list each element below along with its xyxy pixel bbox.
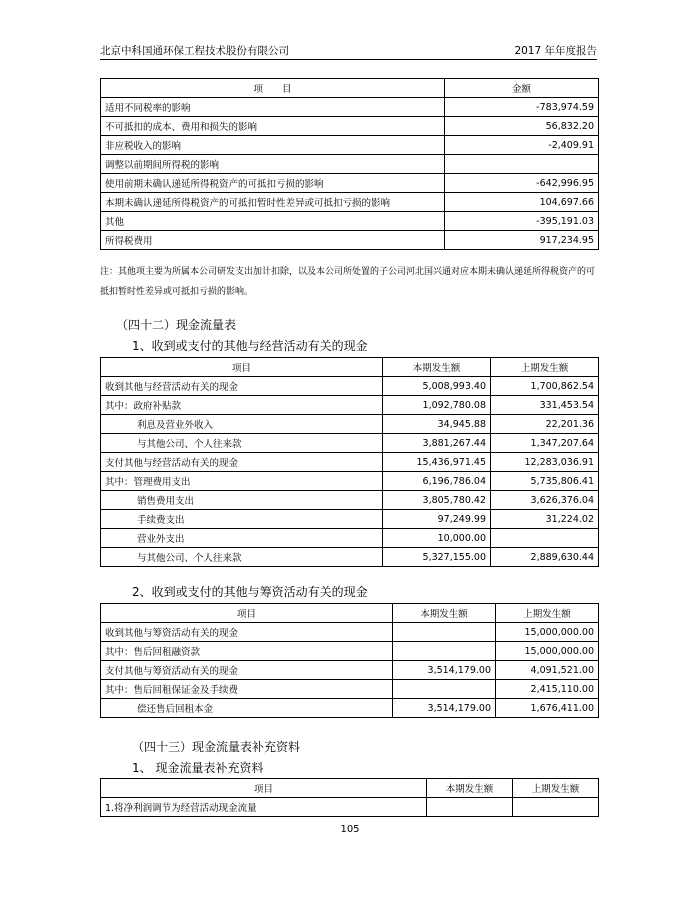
column-header: 上期发生额 [496, 604, 599, 623]
table-header-row [101, 79, 599, 98]
row-value: 6,196,786.04 [383, 472, 491, 491]
table-row [101, 453, 599, 472]
row-value: 15,436,971.45 [383, 453, 491, 472]
section-43-title: （四十三）现金流量表补充资料 [132, 740, 301, 754]
row-value [445, 155, 599, 174]
row-value: 22,201.36 [491, 415, 599, 434]
section-43-sub1: 1、 现金流量表补充资料 [132, 761, 264, 775]
row-value [427, 798, 513, 817]
table-header-row [101, 779, 599, 798]
row-value [513, 798, 599, 817]
column-header: 金额 [445, 79, 599, 98]
row-value: 5,735,806.41 [491, 472, 599, 491]
row-label: 其中：售后回租融资款 [101, 642, 393, 661]
row-label: 利息及营业外收入 [101, 415, 383, 434]
row-value: -783,974.59 [445, 98, 599, 117]
row-value: 104,697.66 [445, 193, 599, 212]
row-value: 3,881,267.44 [383, 434, 491, 453]
column-header: 上期发生额 [513, 779, 599, 798]
row-value: 917,234.95 [445, 231, 599, 250]
column-header: 项目 [101, 779, 427, 798]
row-value: 3,626,376.04 [491, 491, 599, 510]
column-header: 上期发生额 [491, 358, 599, 377]
row-label: 其中：管理费用支出 [101, 472, 383, 491]
row-value: 3,805,780.42 [383, 491, 491, 510]
table-row [101, 174, 599, 193]
row-label: 使用前期未确认递延所得税资产的可抵扣亏损的影响 [101, 174, 445, 193]
column-header: 本期发生额 [427, 779, 513, 798]
row-label: 调整以前期间所得税的影响 [101, 155, 445, 174]
tax-reconciliation-table [100, 78, 599, 250]
column-header: 本期发生额 [383, 358, 491, 377]
table-row [101, 661, 599, 680]
column-header: 项目 [101, 358, 383, 377]
table-header-row [101, 604, 599, 623]
row-value: 10,000.00 [383, 529, 491, 548]
row-value: 56,832.20 [445, 117, 599, 136]
row-label: 偿还售后回租本金 [101, 699, 393, 718]
table-row [101, 510, 599, 529]
row-value: -395,191.03 [445, 212, 599, 231]
row-value: 12,283,036.91 [491, 453, 599, 472]
row-value: -642,996.95 [445, 174, 599, 193]
row-value: 1,676,411.00 [496, 699, 599, 718]
page-header [100, 43, 597, 60]
table-row [101, 231, 599, 250]
row-value [393, 642, 496, 661]
table-row [101, 548, 599, 567]
row-label: 与其他公司、个人往来款 [101, 548, 383, 567]
row-label: 手续费支出 [101, 510, 383, 529]
row-label: 本期未确认递延所得税资产的可抵扣暂时性差异或可抵扣亏损的影响 [101, 193, 445, 212]
row-value: 3,514,179.00 [393, 699, 496, 718]
column-header: 项目 [101, 604, 393, 623]
report-title: 2017 年年度报告 [514, 45, 597, 57]
row-label: 与其他公司、个人往来款 [101, 434, 383, 453]
page-number: 105 [340, 824, 360, 835]
row-value: 15,000,000.00 [496, 642, 599, 661]
table-row [101, 699, 599, 718]
supplementary-table [100, 778, 599, 817]
table-row [101, 472, 599, 491]
row-value: 31,224.02 [491, 510, 599, 529]
row-value [393, 680, 496, 699]
row-value: 4,091,521.00 [496, 661, 599, 680]
row-label: 销售费用支出 [101, 491, 383, 510]
table-row [101, 434, 599, 453]
table-row [101, 642, 599, 661]
row-value: 2,415,110.00 [496, 680, 599, 699]
section-42-sub2: 2、收到或支付的其他与筹资活动有关的现金 [132, 585, 368, 599]
row-label: 支付其他与筹资活动有关的现金 [101, 661, 393, 680]
row-value: 5,008,993.40 [383, 377, 491, 396]
row-value: 97,249.99 [383, 510, 491, 529]
row-label: 适用不同税率的影响 [101, 98, 445, 117]
section-42-sub1: 1、收到或支付的其他与经营活动有关的现金 [132, 339, 368, 353]
financing-cash-table [100, 603, 599, 718]
table-row [101, 415, 599, 434]
table-row [101, 377, 599, 396]
row-value: 1,700,862.54 [491, 377, 599, 396]
row-label: 1.将净利润调节为经营活动现金流量 [101, 798, 427, 817]
table-row [101, 136, 599, 155]
row-value: 1,347,207.64 [491, 434, 599, 453]
row-label: 所得税费用 [101, 231, 445, 250]
table-header-row [101, 358, 599, 377]
row-label: 非应税收入的影响 [101, 136, 445, 155]
table-row [101, 680, 599, 699]
column-header: 项 目 [101, 79, 445, 98]
table-row [101, 529, 599, 548]
table-row [101, 155, 599, 174]
tax-note: 注：其他项主要为所属本公司研发支出加计扣除，以及本公司所处置的子公司河北国兴通对应本期未确认递延所得税资产的可抵扣暂时性差异或可抵扣亏损的影响。 [100, 267, 596, 297]
row-label: 其中：政府补贴款 [101, 396, 383, 415]
table-row [101, 117, 599, 136]
row-label: 支付其他与经营活动有关的现金 [101, 453, 383, 472]
row-value: -2,409.91 [445, 136, 599, 155]
company-name: 北京中科国通环保工程技术股份有限公司 [100, 45, 289, 57]
row-value: 5,327,155.00 [383, 548, 491, 567]
table-row [101, 98, 599, 117]
row-label: 营业外支出 [101, 529, 383, 548]
table-row [101, 212, 599, 231]
table-row [101, 798, 599, 817]
table-row [101, 623, 599, 642]
row-label: 收到其他与经营活动有关的现金 [101, 377, 383, 396]
row-value: 15,000,000.00 [496, 623, 599, 642]
section-42-title: （四十二）现金流量表 [116, 318, 237, 332]
table-row [101, 396, 599, 415]
row-value: 3,514,179.00 [393, 661, 496, 680]
row-label: 不可抵扣的成本、费用和损失的影响 [101, 117, 445, 136]
row-value: 1,092,780.08 [383, 396, 491, 415]
row-label: 收到其他与筹资活动有关的现金 [101, 623, 393, 642]
table-row [101, 491, 599, 510]
row-value [393, 623, 496, 642]
row-label: 其他 [101, 212, 445, 231]
row-value [491, 529, 599, 548]
table-row [101, 193, 599, 212]
row-value: 331,453.54 [491, 396, 599, 415]
row-label: 其中：售后回租保证金及手续费 [101, 680, 393, 699]
column-header: 本期发生额 [393, 604, 496, 623]
operating-cash-table [100, 357, 599, 567]
row-value: 34,945.88 [383, 415, 491, 434]
row-value: 2,889,630.44 [491, 548, 599, 567]
